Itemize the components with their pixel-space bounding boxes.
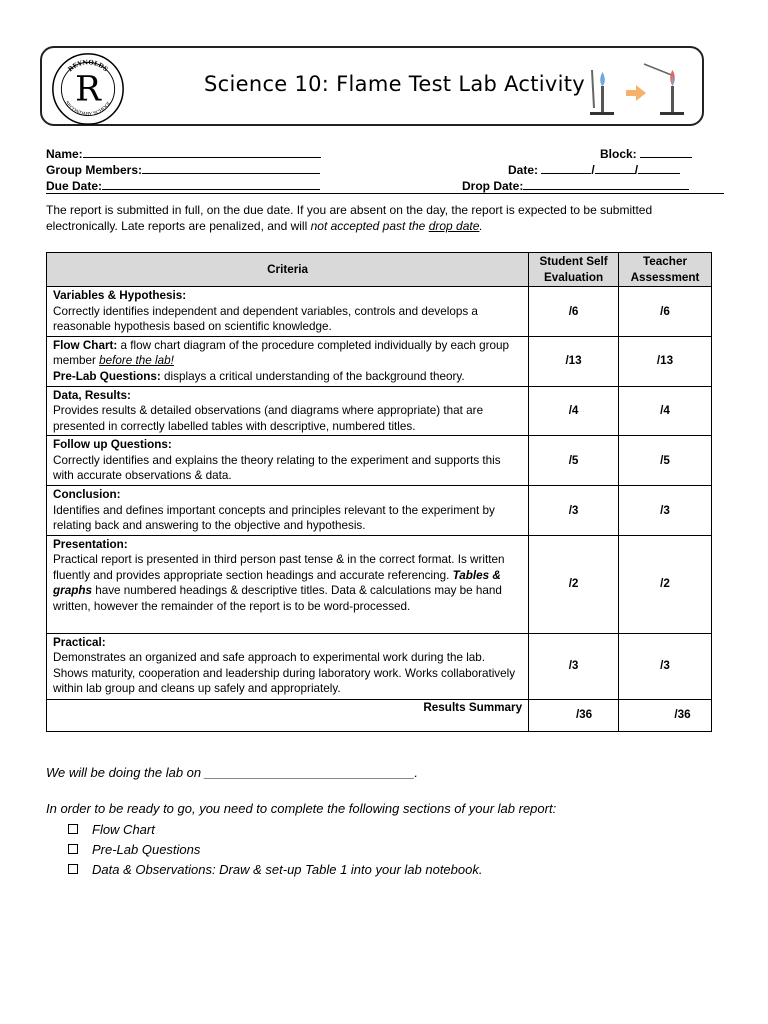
rubric-row-conclusion: Conclusion: Identifies and defines important concepts and principles relevant to the experiment by relating back and answering to the objective and hypothesis. /3 /3 <box>47 486 712 536</box>
page-title: Science 10: Flame Test Lab Activity <box>204 72 586 96</box>
drop-date-field[interactable]: Drop Date: <box>462 178 689 193</box>
checkbox-icon[interactable] <box>68 824 78 834</box>
checklist-item-pre-lab[interactable]: Pre-Lab Questions <box>68 839 482 859</box>
svg-text:REYNOLDS: REYNOLDS <box>66 59 110 74</box>
prep-checklist <box>68 819 482 879</box>
self-total-score[interactable]: /36 <box>529 699 619 731</box>
rubric-table <box>46 252 712 732</box>
results-summary-label: Results Summary <box>47 699 529 731</box>
block-field[interactable]: Block: <box>600 146 692 161</box>
teacher-score[interactable]: /4 <box>619 386 712 436</box>
date-field[interactable]: Date: / / <box>508 162 680 177</box>
self-score[interactable]: /2 <box>529 535 619 633</box>
rubric-row-follow-up: Follow up Questions: Correctly identifies and explains the theory relating to the experiment and supports this with accurate observations & data. /5 /5 <box>47 436 712 486</box>
teacher-score[interactable]: /6 <box>619 287 712 337</box>
self-score[interactable]: /13 <box>529 336 619 386</box>
self-evaluation-header: Student Self Evaluation <box>529 253 619 287</box>
notice-line-2: electronically. Late reports are penalized, and will not accepted past the drop date. <box>46 219 483 233</box>
rubric-summary-row <box>47 699 712 731</box>
teacher-score[interactable]: /3 <box>619 633 712 699</box>
teacher-score[interactable]: /13 <box>619 336 712 386</box>
self-score[interactable]: /6 <box>529 287 619 337</box>
checkbox-icon[interactable] <box>68 864 78 874</box>
teacher-score[interactable]: /3 <box>619 486 712 536</box>
submission-notice <box>46 202 726 234</box>
rubric-row-data-results: Data, Results: Provides results & detailed observations (and diagrams where appropriate) that are presented in correctly labelled tables with descriptive, numbered titles. /4 /4 <box>47 386 712 436</box>
criteria-header: Criteria <box>47 253 529 287</box>
self-score[interactable]: /4 <box>529 386 619 436</box>
rubric-row-flow-chart: Flow Chart: a flow chart diagram of the procedure completed individually by each group member before the lab! Pre-Lab Questions: displays a critical understanding of the background theory. /13 /13 <box>47 336 712 386</box>
bunsen-burner-illustration <box>582 56 692 118</box>
svg-text:SECONDARY SCHOOL: SECONDARY SCHOOL <box>63 100 113 118</box>
title-banner <box>40 46 704 126</box>
teacher-score[interactable]: /5 <box>619 436 712 486</box>
notice-line-1: The report is submitted in full, on the due date. If you are absent on the day, the report is expected to be submitted <box>46 203 653 217</box>
checklist-item-data-observations[interactable]: Data & Observations: Draw & set-up Table 1 into your lab notebook. <box>68 859 482 879</box>
due-date-field[interactable]: Due Date: <box>46 178 320 193</box>
checkbox-icon[interactable] <box>68 844 78 854</box>
lab-day-blank[interactable]: _____________________________ <box>204 765 415 780</box>
teacher-assessment-header: Teacher Assessment <box>619 253 712 287</box>
self-score[interactable]: /3 <box>529 486 619 536</box>
rubric-row-presentation: Presentation: Practical report is presented in third person past tense & in the correct format. Is written fluently and provides appropriate section headings and accurate referencing. Tables & graphs have numbered headings & descriptive titles. Data & calculations may be hand written, however the remainder of the report is to be word-processed. /2 /2 <box>47 535 712 633</box>
school-seal-logo <box>50 51 126 127</box>
self-score[interactable]: /3 <box>529 633 619 699</box>
self-score[interactable]: /5 <box>529 436 619 486</box>
divider <box>46 193 724 194</box>
rubric-row-practical: Practical: Demonstrates an organized and safe approach to experimental work during the lab. Shows maturity, cooperation and leadership during laboratory work. Works collaboratively within lab group and cleans up safely and appropriately. /3 /3 <box>47 633 712 699</box>
checklist-item-flow-chart[interactable]: Flow Chart <box>68 819 482 839</box>
group-members-field[interactable]: Group Members: <box>46 162 320 177</box>
svg-text:R: R <box>75 69 101 110</box>
prep-instructions: In order to be ready to go, you need to complete the following sections of your lab report: <box>46 801 557 816</box>
rubric-row-variables: Variables & Hypothesis: Correctly identifies independent and dependent variables, controls and develops a reasonable hypothesis based on scientific knowledge. /6 /6 <box>47 287 712 337</box>
rubric-header-row <box>47 253 712 287</box>
name-field[interactable]: Name: <box>46 146 321 161</box>
teacher-total-score[interactable]: /36 <box>619 699 712 731</box>
lab-day-line: We will be doing the lab on _____________________________. <box>46 765 419 780</box>
teacher-score[interactable]: /2 <box>619 535 712 633</box>
